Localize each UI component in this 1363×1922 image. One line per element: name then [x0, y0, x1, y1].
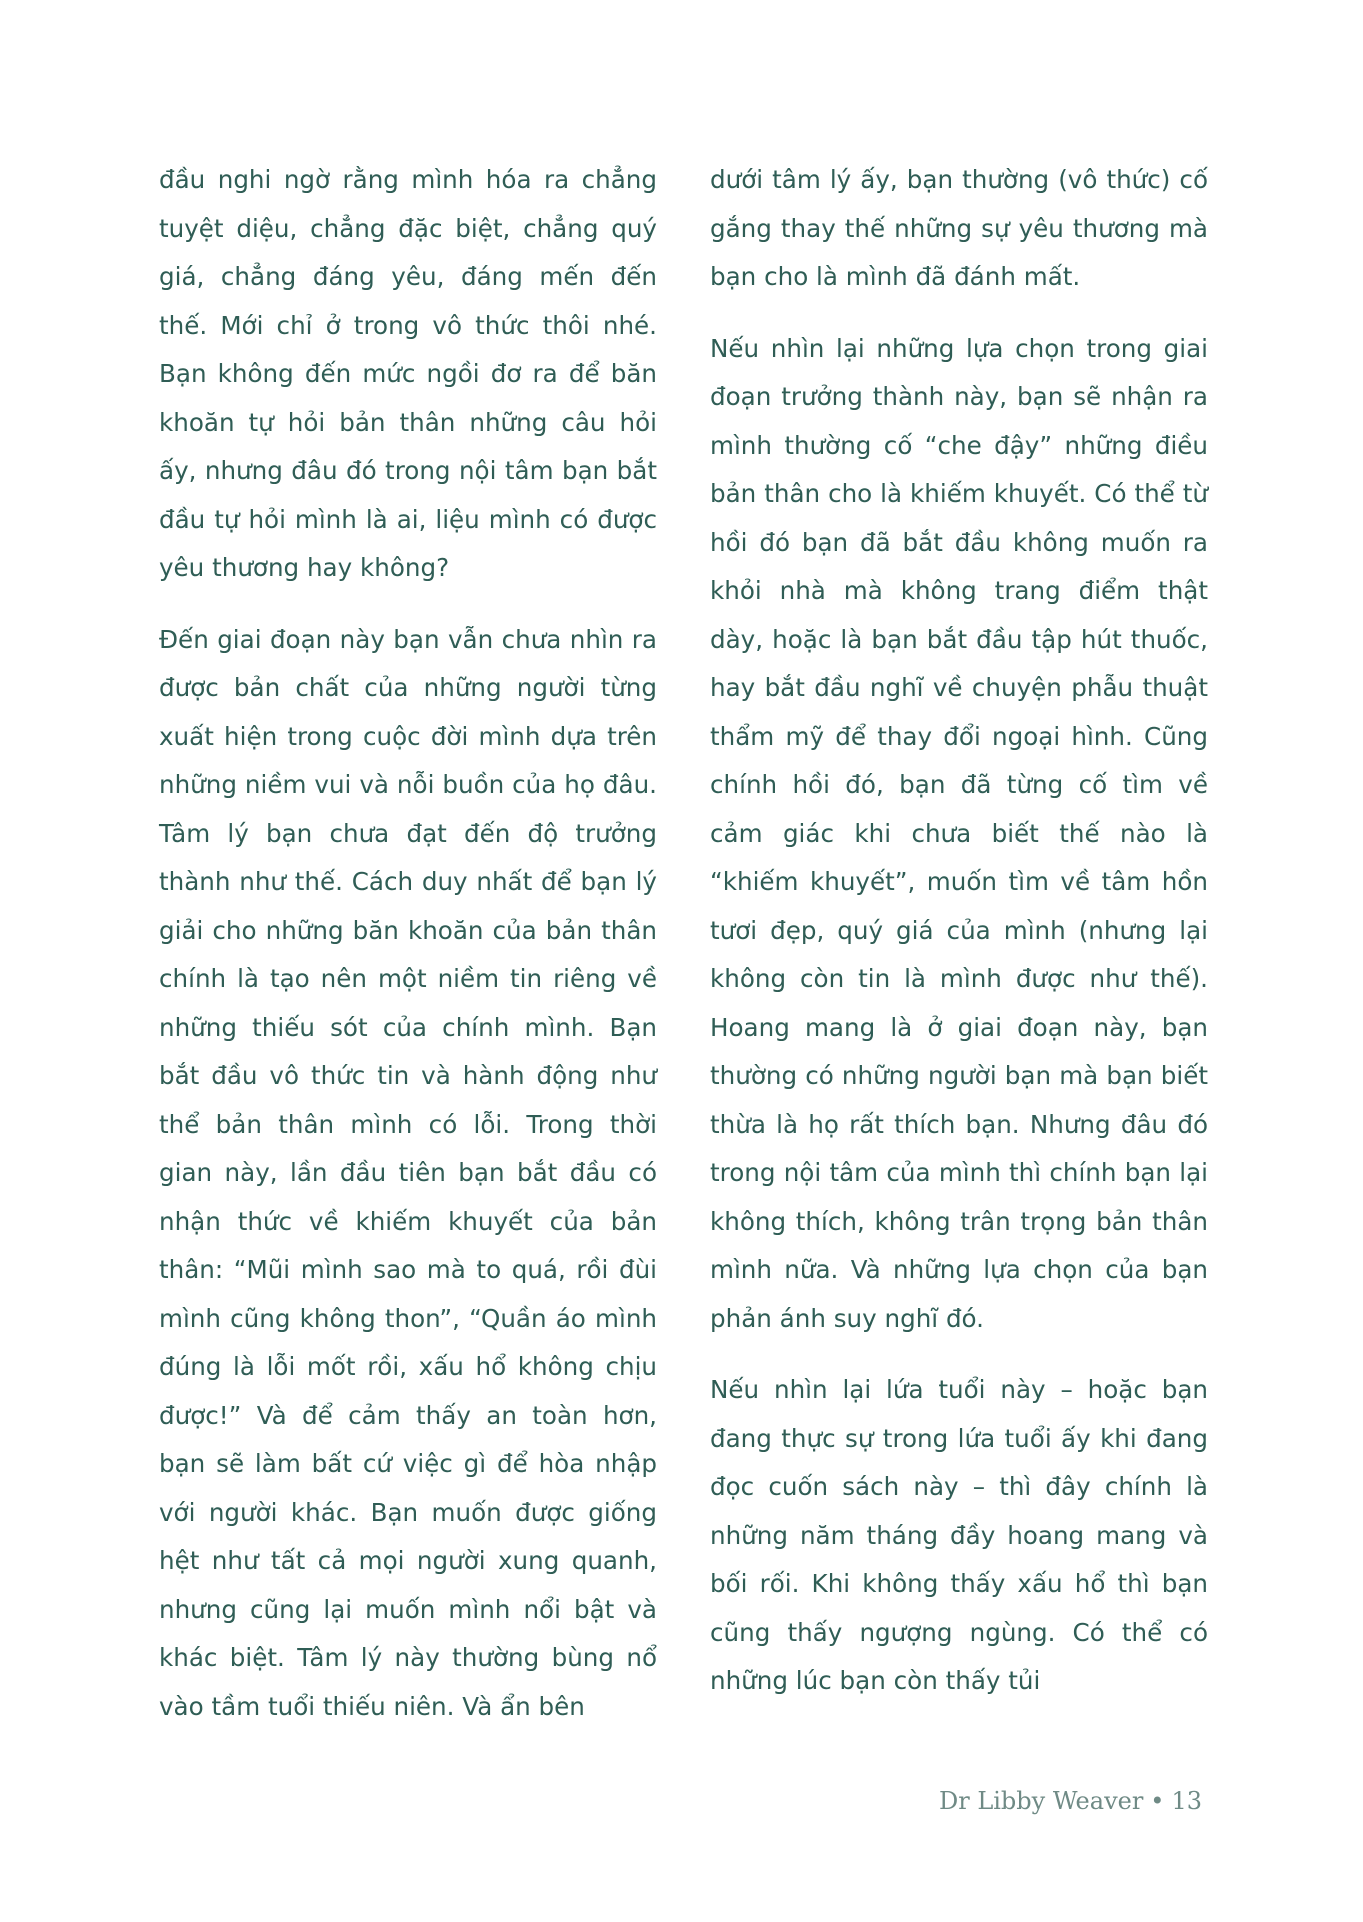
left-paragraph-1: đầu nghi ngờ rằng mình hóa ra chẳng tuyệt diệu, chẳng đặc biệt, chẳng quý giá, chẳng đáng yêu, đáng mến đến thế. Mới chỉ ở trong vô thức thôi nhé. Bạn không đến mức ngồi đơ ra để băn khoăn tự hỏi bản thân những câu hỏi ấy, nhưng đâu đó trong nội tâm bạn bắt đầu tự hỏi mình là ai, liệu mình có được yêu thương hay không? [159, 165, 657, 582]
right-paragraph-2: Nếu nhìn lại những lựa chọn trong giai đoạn trưởng thành này, bạn sẽ nhận ra mình thường cố “che đậy” những điều bản thân cho là khiếm khuyết. Có thể từ hồi đó bạn đã bắt đầu không muốn ra khỏi nhà mà không trang điểm thật dày, hoặc là bạn bắt đầu tập hút thuốc, hay bắt đầu nghĩ về chuyện phẫu thuật thẩm mỹ để thay đổi ngoại hình. Cũng chính hồi đó, bạn đã từng cố tìm về cảm giác khi chưa biết thế nào là “khiếm khuyết”, muốn tìm về tâm hồn tươi đẹp, quý giá của mình (nhưng lại không còn tin là mình được như thế). Hoang mang là ở giai đoạn này, bạn thường có những người bạn mà bạn biết thừa là họ rất thích bạn. Nhưng đâu đó trong nội tâm của mình thì chính bạn lại không thích, không trân trọng bản thân mình nữa. Và những lựa chọn của bạn phản ánh suy nghĩ đó. [710, 333, 1208, 1333]
footer-separator: • [1150, 1787, 1165, 1815]
left-column [159, 156, 657, 1754]
right-paragraph-1: dưới tâm lý ấy, bạn thường (vô thức) cố gắng thay thế những sự yêu thương mà bạn cho là mình đã đánh mất. [710, 165, 1208, 291]
page-footer [939, 1787, 1202, 1815]
right-column [710, 156, 1208, 1729]
footer-author: Dr Libby Weaver [938, 1787, 1144, 1815]
left-paragraph-2: Đến giai đoạn này bạn vẫn chưa nhìn ra được bản chất của những người từng xuất hiện trong cuộc đời mình dựa trên những niềm vui và nỗi buồn của họ đâu. Tâm lý bạn chưa đạt đến độ trưởng thành như thế. Cách duy nhất để bạn lý giải cho những băn khoăn của bản thân chính là tạo nên một niềm tin riêng về những thiếu sót của chính mình. Bạn bắt đầu vô thức tin và hành động như thể bản thân mình có lỗi. Trong thời gian này, lần đầu tiên bạn bắt đầu có nhận thức về khiếm khuyết của bản thân: “Mũi mình sao mà to quá, rồi đùi mình cũng không thon”, “Quần áo mình đúng là lỗi mốt rồi, xấu hổ không chịu được!” Và để cảm thấy an toàn hơn, bạn sẽ làm bất cứ việc gì để hòa nhập với người khác. Bạn muốn được giống hệt như tất cả mọi người xung quanh, nhưng cũng lại muốn mình nổi bật và khác biệt. Tâm lý này thường bùng nổ vào tầm tuổi thiếu niên. Và ẩn bên [159, 624, 657, 1721]
page-number: 13 [1171, 1787, 1202, 1815]
right-paragraph-3: Nếu nhìn lại lứa tuổi này – hoặc bạn đang thực sự trong lứa tuổi ấy khi đang đọc cuốn sách này – thì đây chính là những năm tháng đầy hoang mang và bối rối. Khi không thấy xấu hổ thì bạn cũng thấy ngượng ngùng. Có thể có những lúc bạn còn thấy tủi [710, 1375, 1208, 1695]
